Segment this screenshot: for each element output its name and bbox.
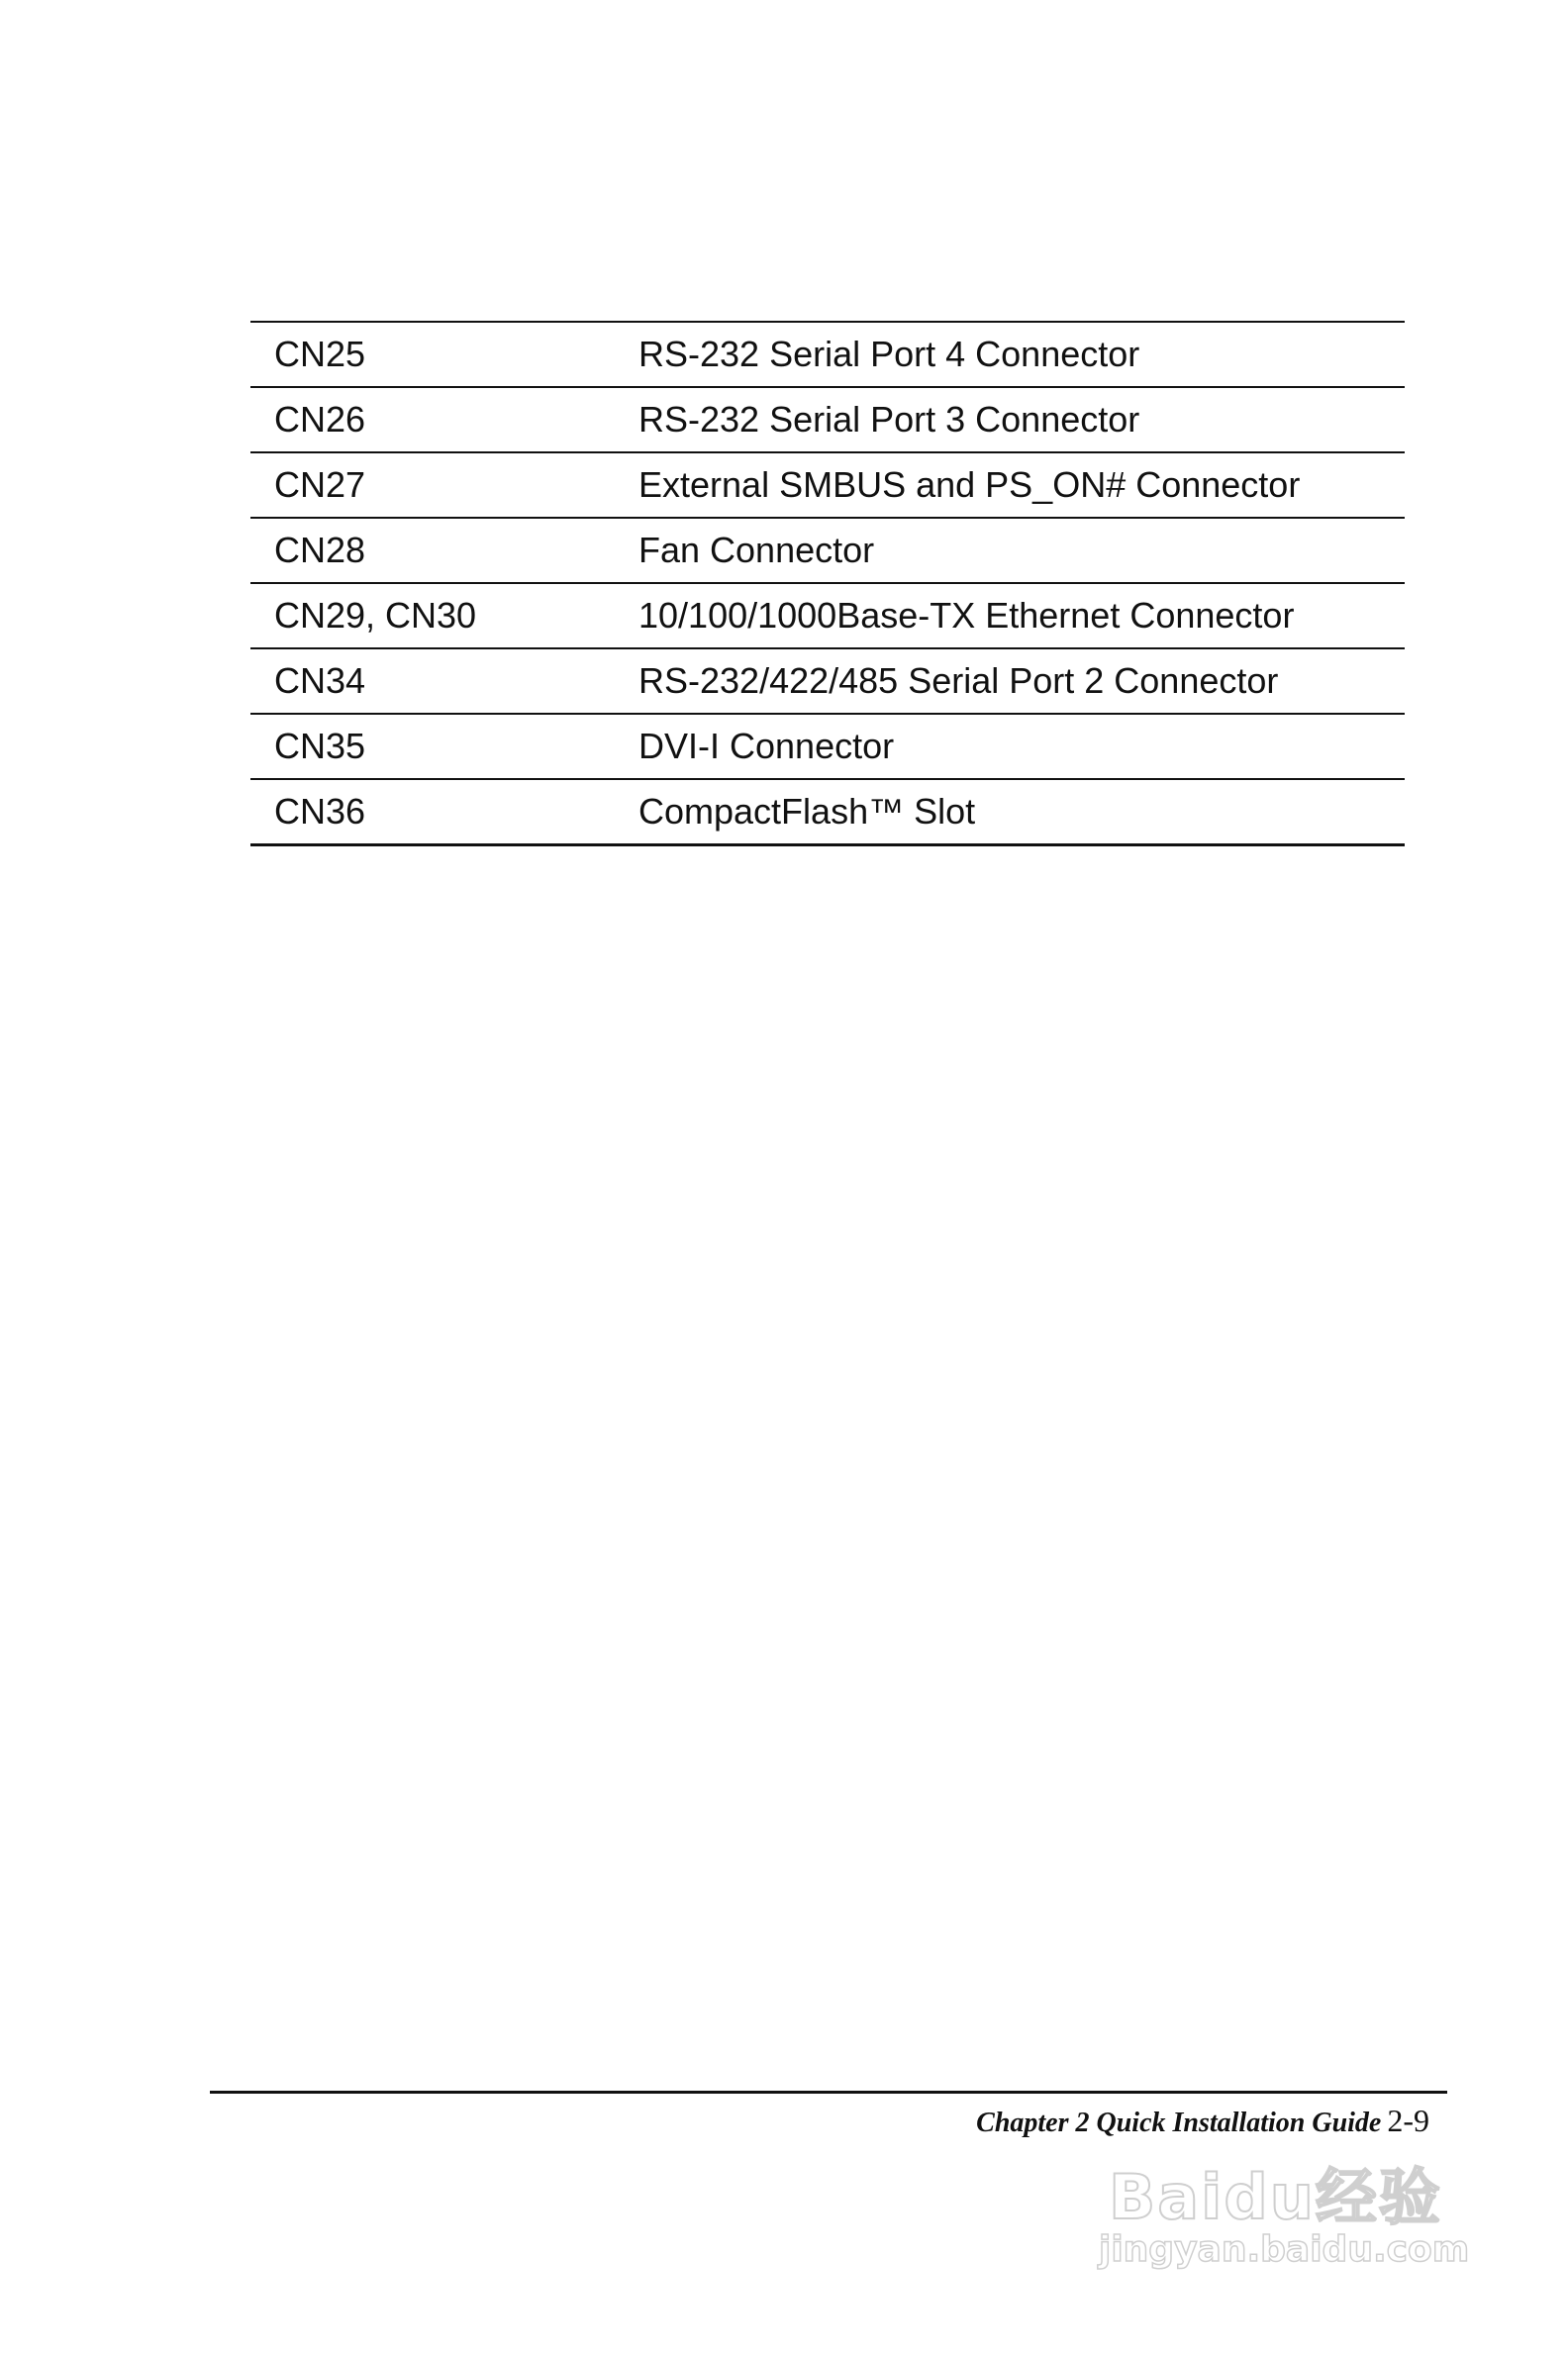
connector-id: CN25 [274,334,366,374]
connector-description: RS-232 Serial Port 4 Connector [638,334,1140,374]
watermark-logo [1099,2148,1470,2277]
connector-table [250,321,1405,846]
page-number: 2-9 [1387,2103,1429,2138]
connector-description: RS-232 Serial Port 3 Connector [638,399,1140,440]
connector-id: CN29, CN30 [274,595,477,636]
table-row [250,583,1405,648]
footer-divider [210,2091,1447,2094]
connector-description: 10/100/1000Base-TX Ethernet Connector [638,595,1295,636]
connector-description: CompactFlash™ Slot [638,790,976,832]
connector-id: CN35 [274,726,366,766]
connector-id: CN26 [274,399,366,440]
footer-chapter-title: Chapter 2 Quick Installation Guide [976,2108,1382,2138]
page-footer [976,2103,1429,2139]
connector-description: DVI-I Connector [638,726,895,766]
table-row [250,714,1405,779]
watermark-url: jingyan.baidu.com [1099,2229,1470,2270]
table-row [250,518,1405,583]
connector-id: CN27 [274,464,366,505]
table-row [250,322,1405,387]
connector-description: External SMBUS and PS_ON# Connector [638,464,1301,505]
connector-id: CN28 [274,530,366,570]
connector-id: CN34 [274,660,366,701]
table-row [250,779,1405,844]
connector-id: CN36 [274,790,366,832]
table-row [250,648,1405,714]
table-row [250,452,1405,518]
watermark-brand: Baidu经验 [1109,2161,1442,2233]
connector-description: Fan Connector [638,530,875,570]
connector-description: RS-232/422/485 Serial Port 2 Connector [638,660,1279,701]
table-row [250,387,1405,452]
